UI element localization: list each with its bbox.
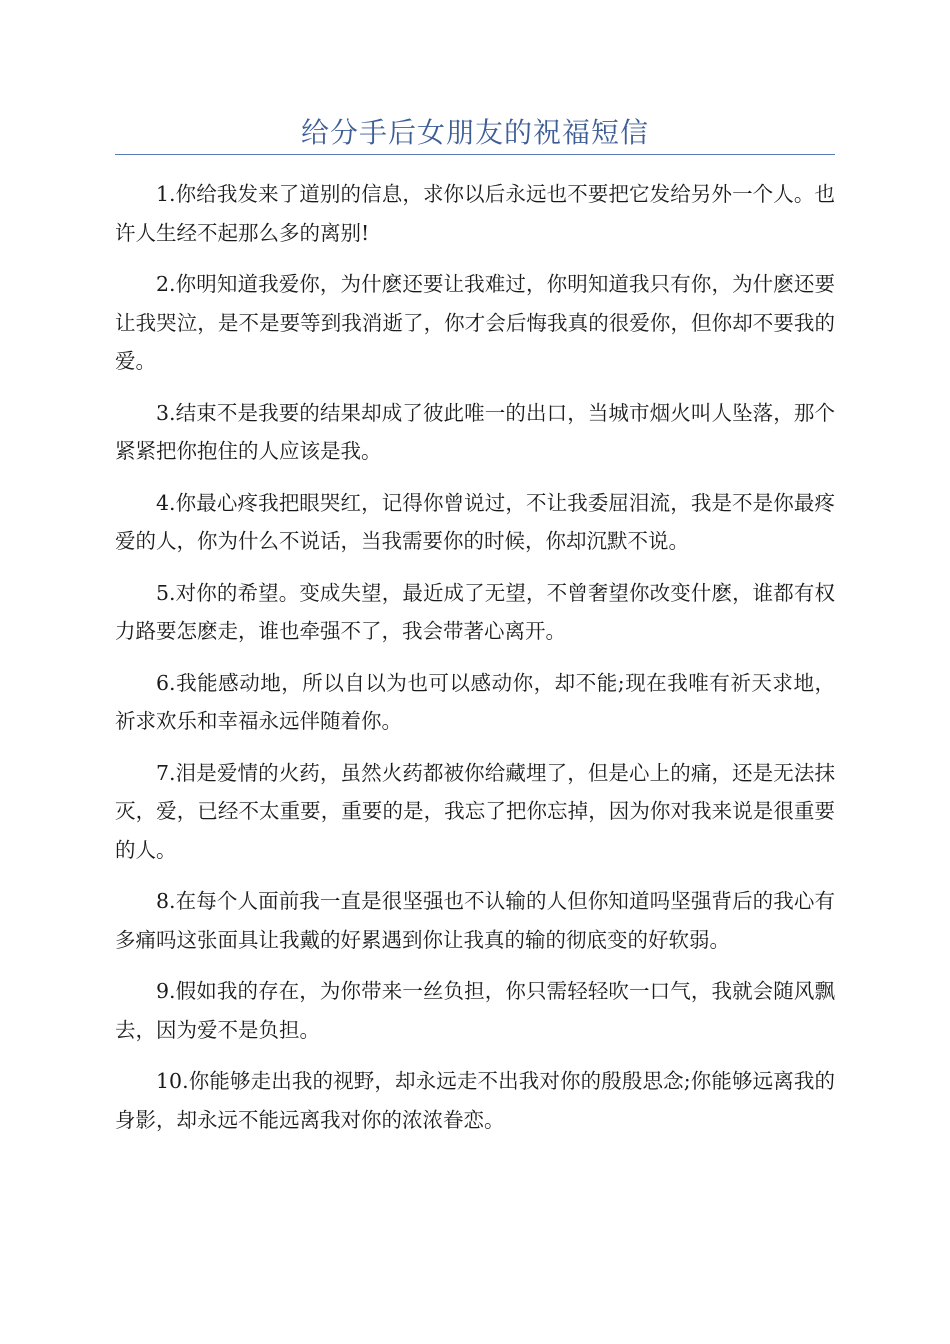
title-underline	[115, 154, 835, 155]
document-title: 给分手后女朋友的祝福短信	[300, 116, 649, 149]
paragraph-6: 6.我能感动地，所以自以为也可以感动你，却不能;现在我唯有祈天求地，祈求欢乐和幸福永远伴随着你。	[115, 670, 835, 733]
paragraph-4: 4.你最心疼我把眼哭红，记得你曾说过，不让我委屈泪流，我是不是你最疼爱的人，你为什么不说话，当我需要你的时候，你却沉默不说。	[115, 490, 835, 553]
paragraph-3: 3.结束不是我要的结果却成了彼此唯一的出口，当城市烟火叫人坠落，那个紧紧把你抱住的人应该是我。	[115, 400, 835, 463]
paragraph-7: 7.泪是爱情的火药，虽然火药都被你给藏埋了，但是心上的痛，还是无法抹灭，爱，已经不太重要，重要的是，我忘了把你忘掉，因为你对我来说是很重要的人。	[115, 760, 835, 862]
paragraph-8: 8.在每个人面前我一直是很坚强也不认输的人但你知道吗坚强背后的我心有多痛吗这张面具让我戴的好累遇到你让我真的输的彻底变的好软弱。	[115, 889, 835, 952]
paragraph-9: 9.假如我的存在，为你带来一丝负担，你只需轻轻吹一口气，我就会随风飘去，因为爱不是负担。	[115, 979, 835, 1042]
paragraph-1: 1.你给我发来了道别的信息，求你以后永远也不要把它发给另外一个人。也许人生经不起那么多的离别!	[115, 182, 835, 245]
paragraph-5: 5.对你的希望。变成失望，最近成了无望，不曾奢望你改变什麽，谁都有权力路要怎麽走，谁也牵强不了，我会带著心离开。	[115, 580, 835, 643]
paragraph-10: 10.你能够走出我的视野，却永远走不出我对你的殷殷思念;你能够远离我的身影，却永远不能远离我对你的浓浓眷恋。	[115, 1069, 835, 1132]
document-body	[115, 175, 835, 1139]
paragraph-2: 2.你明知道我爱你，为什麽还要让我难过，你明知道我只有你，为什麽还要让我哭泣，是不是要等到我消逝了，你才会后悔我真的很爱你，但你却不要我的爱。	[115, 272, 835, 373]
document-page	[115, 0, 835, 1152]
